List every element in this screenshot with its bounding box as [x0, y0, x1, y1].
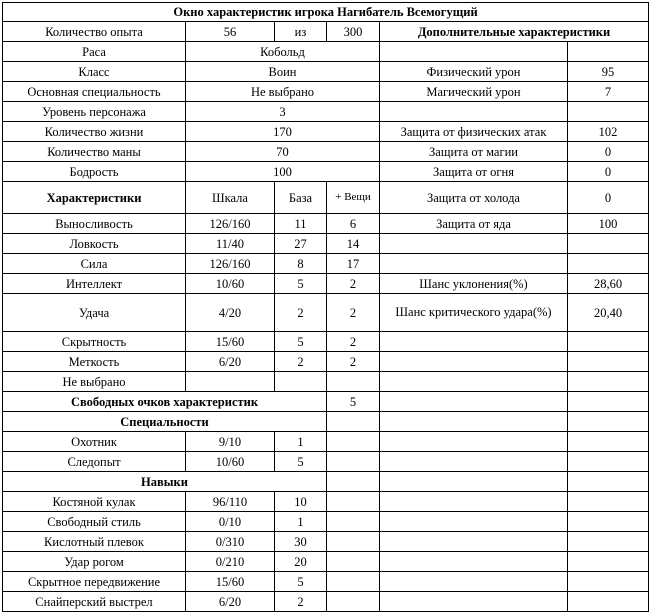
extra-empty-cell: [568, 452, 649, 472]
free-points-value: 5: [327, 392, 380, 412]
specialty-label: Основная специальность: [3, 82, 186, 102]
extra-empty-cell: [380, 352, 568, 372]
extra-header: Дополнительные характеристики: [380, 22, 649, 42]
skill-empty-cell: [327, 512, 380, 532]
mana-label: Количество маны: [3, 142, 186, 162]
extra-empty-cell: [568, 392, 649, 412]
extra-empty-cell: [380, 472, 568, 492]
skill-empty-cell: [327, 532, 380, 552]
level-label: Уровень персонажа: [3, 102, 186, 122]
extra-empty-cell: [568, 532, 649, 552]
extra-empty-cell: [568, 102, 649, 122]
skill-scale: 0/10: [186, 512, 275, 532]
free-points-label: Свободных очков характеристик: [3, 392, 327, 412]
stat-name: Выносливость: [3, 214, 186, 234]
specialty-name: Следопыт: [3, 452, 186, 472]
extra-label: Защита от огня: [380, 162, 568, 182]
specialties-header: Специальности: [3, 412, 327, 432]
extra-empty-cell: [568, 352, 649, 372]
extra-empty-cell: [380, 412, 568, 432]
skill-name: Свободный стиль: [3, 512, 186, 532]
health-value: 170: [186, 122, 380, 142]
stat-scale: 10/60: [186, 274, 275, 294]
skill-name: Кислотный плевок: [3, 532, 186, 552]
stat-scale: 4/20: [186, 294, 275, 332]
stat-items: 2: [327, 332, 380, 352]
stat-base: 8: [275, 254, 327, 274]
level-value: 3: [186, 102, 380, 122]
stat-name: Интеллект: [3, 274, 186, 294]
extra-empty-cell: [568, 432, 649, 452]
stat-name: Сила: [3, 254, 186, 274]
sheet-title: Окно характеристик игрока Нагибатель Всемогущий: [3, 3, 649, 22]
extra-value: 102: [568, 122, 649, 142]
stat-items: 6: [327, 214, 380, 234]
extra-value: 0: [568, 182, 649, 214]
extra-empty-cell: [568, 492, 649, 512]
extra-empty-cell: [380, 532, 568, 552]
extra-empty-cell: [380, 492, 568, 512]
stat-base: 27: [275, 234, 327, 254]
extra-value: 95: [568, 62, 649, 82]
stat-empty-cell: [275, 372, 327, 392]
stat-scale: 11/40: [186, 234, 275, 254]
skills-header: Навыки: [3, 472, 327, 492]
extra-label: Защита от холода: [380, 182, 568, 214]
extra-empty-cell: [380, 592, 568, 612]
spec-empty-cell: [327, 432, 380, 452]
stat-scale: 126/160: [186, 214, 275, 234]
specialty-value: 5: [275, 452, 327, 472]
extra-empty-cell: [568, 552, 649, 572]
stat-items: 2: [327, 274, 380, 294]
extra-empty-cell: [568, 592, 649, 612]
specialty-value: 1: [275, 432, 327, 452]
extra-value: 28,60: [568, 274, 649, 294]
extra-label: Магический урон: [380, 82, 568, 102]
stat-base: 2: [275, 294, 327, 332]
stat-base: 5: [275, 332, 327, 352]
extra-empty-cell: [568, 332, 649, 352]
extra-label: Защита от физических атак: [380, 122, 568, 142]
extra-empty-cell: [380, 392, 568, 412]
stat-items: 2: [327, 352, 380, 372]
col-base-header: База: [275, 182, 327, 214]
extra-value: 7: [568, 82, 649, 102]
experience-current: 56: [186, 22, 275, 42]
skill-empty-cell: [327, 572, 380, 592]
extra-label: Защита от магии: [380, 142, 568, 162]
skill-value: 20: [275, 552, 327, 572]
character-sheet-table: [2, 2, 649, 612]
extra-value: 0: [568, 162, 649, 182]
skill-value: 30: [275, 532, 327, 552]
race-value: Кобольд: [186, 42, 380, 62]
stat-empty-cell: [186, 372, 275, 392]
extra-value: 100: [568, 214, 649, 234]
extra-value: 0: [568, 142, 649, 162]
skill-empty-cell: [327, 592, 380, 612]
extra-empty-cell: [568, 472, 649, 492]
extra-label: Физический урон: [380, 62, 568, 82]
skill-value: 5: [275, 572, 327, 592]
vigor-label: Бодрость: [3, 162, 186, 182]
specialty-scale: 10/60: [186, 452, 275, 472]
skill-name: Удар рогом: [3, 552, 186, 572]
stat-items: 2: [327, 294, 380, 332]
skill-empty-cell: [327, 552, 380, 572]
skill-value: 1: [275, 512, 327, 532]
stat-base: 2: [275, 352, 327, 372]
vigor-value: 100: [186, 162, 380, 182]
skill-value: 2: [275, 592, 327, 612]
extra-empty-cell: [380, 42, 568, 62]
extra-empty-cell: [380, 332, 568, 352]
experience-of: из: [275, 22, 327, 42]
spec-empty-cell: [327, 412, 380, 432]
stat-items: 17: [327, 254, 380, 274]
stat-empty-cell: [327, 372, 380, 392]
skill-scale: 0/210: [186, 552, 275, 572]
experience-label: Количество опыта: [3, 22, 186, 42]
class-label: Класс: [3, 62, 186, 82]
race-label: Раса: [3, 42, 186, 62]
extra-empty-cell: [568, 572, 649, 592]
extra-empty-cell: [380, 102, 568, 122]
extra-empty-cell: [380, 254, 568, 274]
stat-base: 5: [275, 274, 327, 294]
extra-label: Защита от яда: [380, 214, 568, 234]
stat-not-selected: Не выбрано: [3, 372, 186, 392]
mana-value: 70: [186, 142, 380, 162]
skill-name: Костяной кулак: [3, 492, 186, 512]
col-items-header: + Вещи: [327, 182, 380, 214]
specialty-scale: 9/10: [186, 432, 275, 452]
skill-scale: 15/60: [186, 572, 275, 592]
extra-empty-cell: [568, 412, 649, 432]
skill-scale: 6/20: [186, 592, 275, 612]
extra-value: 20,40: [568, 294, 649, 332]
col-scale-header: Шкала: [186, 182, 275, 214]
class-value: Воин: [186, 62, 380, 82]
skill-scale: 96/110: [186, 492, 275, 512]
extra-empty-cell: [568, 42, 649, 62]
stat-scale: 6/20: [186, 352, 275, 372]
stat-name: Скрытность: [3, 332, 186, 352]
experience-max: 300: [327, 22, 380, 42]
extra-empty-cell: [380, 552, 568, 572]
health-label: Количество жизни: [3, 122, 186, 142]
specialty-name: Охотник: [3, 432, 186, 452]
stat-name: Меткость: [3, 352, 186, 372]
extra-empty-cell: [380, 572, 568, 592]
extra-empty-cell: [380, 432, 568, 452]
spec-empty-cell: [327, 452, 380, 472]
skill-value: 10: [275, 492, 327, 512]
skill-name: Снайперский выстрел: [3, 592, 186, 612]
skill-empty-cell: [327, 472, 380, 492]
stat-base: 11: [275, 214, 327, 234]
extra-label: Шанс критического удара(%): [380, 294, 568, 332]
extra-empty-cell: [568, 234, 649, 254]
extra-empty-cell: [380, 372, 568, 392]
extra-empty-cell: [568, 512, 649, 532]
specialty-value: Не выбрано: [186, 82, 380, 102]
stat-name: Ловкость: [3, 234, 186, 254]
extra-empty-cell: [568, 372, 649, 392]
skill-empty-cell: [327, 492, 380, 512]
characteristics-header: Характеристики: [3, 182, 186, 214]
extra-empty-cell: [380, 234, 568, 254]
extra-empty-cell: [380, 512, 568, 532]
stat-scale: 15/60: [186, 332, 275, 352]
skill-name: Скрытное передвижение: [3, 572, 186, 592]
extra-empty-cell: [568, 254, 649, 274]
stat-scale: 126/160: [186, 254, 275, 274]
skill-scale: 0/310: [186, 532, 275, 552]
extra-empty-cell: [380, 452, 568, 472]
stat-name: Удача: [3, 294, 186, 332]
extra-label: Шанс уклонения(%): [380, 274, 568, 294]
stat-items: 14: [327, 234, 380, 254]
